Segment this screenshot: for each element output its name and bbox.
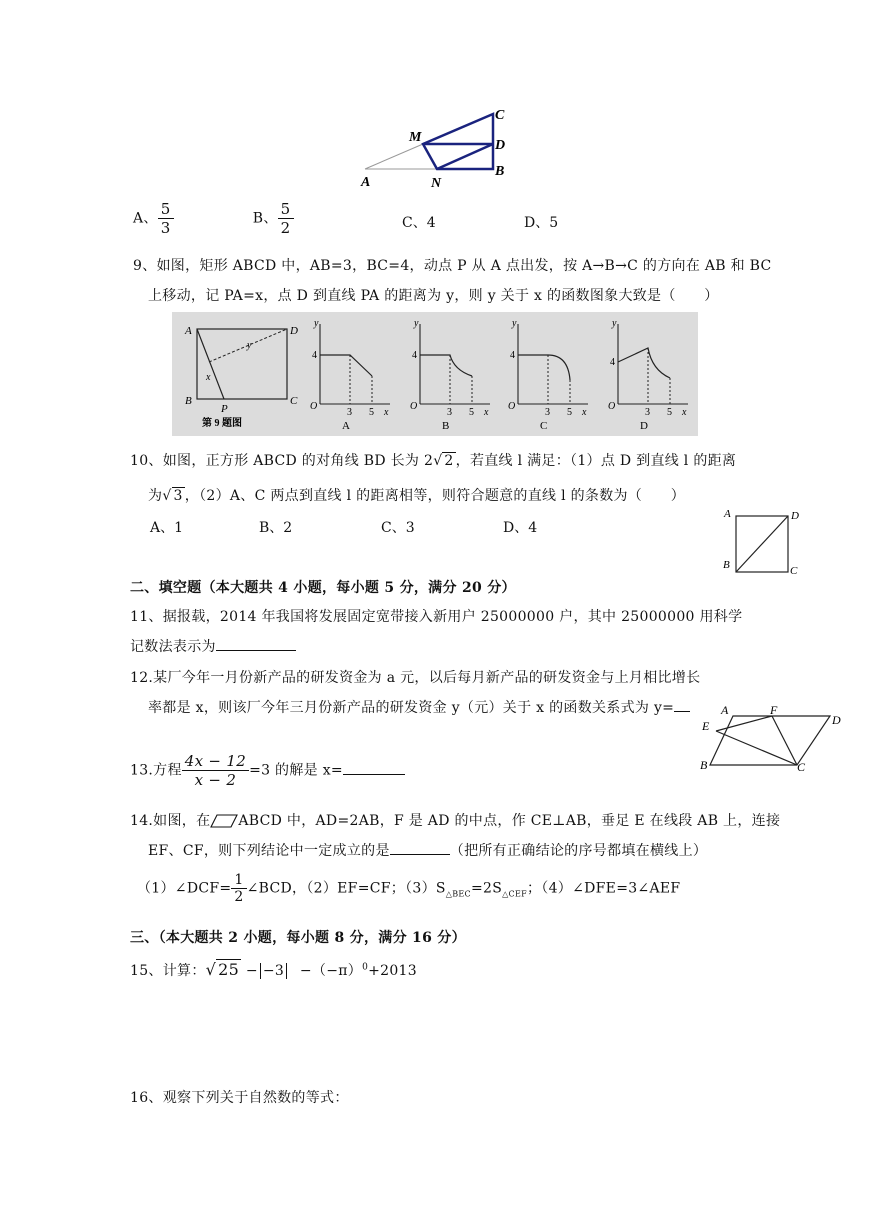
graph-a-tick4: 4 bbox=[312, 350, 317, 361]
q14-conclusions bbox=[137, 872, 680, 905]
q15-line bbox=[130, 959, 417, 980]
figure-q12-14 bbox=[696, 703, 846, 775]
graph-a-origin: O bbox=[310, 401, 318, 412]
q14-line1-a: 14.如图，在 bbox=[130, 813, 211, 829]
q13-prefix: 13.方程 bbox=[130, 762, 182, 779]
q15-exp: 0 bbox=[362, 962, 369, 973]
q14-c2: （2）EF=CF； bbox=[306, 880, 406, 897]
q14-c1-a: （1）∠DCF= bbox=[137, 880, 232, 897]
graph-c-label: C bbox=[540, 420, 548, 432]
q14-c3-c: ； bbox=[526, 880, 542, 897]
q8-option-c: C、4 bbox=[402, 215, 436, 231]
q13-denominator: x − 2 bbox=[194, 771, 237, 789]
fig8-label-m: M bbox=[409, 130, 422, 145]
fig8-label-n: N bbox=[431, 176, 442, 190]
q10-sqrt3-rad: 3 bbox=[173, 488, 183, 504]
fig14-label-f: F bbox=[770, 703, 778, 717]
fig10-label-b: B bbox=[723, 559, 730, 571]
graph-b-origin: O bbox=[410, 401, 418, 412]
figure-q8 bbox=[355, 104, 515, 190]
fig10-label-a: A bbox=[724, 508, 731, 520]
graph-c-tick3: 3 bbox=[545, 407, 550, 418]
graph-d-tick4: 4 bbox=[610, 357, 615, 368]
q10-line1-b: ，若直线 l 满足：（1）点 D 到直线 l 的距离 bbox=[455, 453, 737, 469]
q14-c1-b: ∠BCD， bbox=[246, 880, 307, 897]
q8-option-a-prefix: A、 bbox=[133, 210, 158, 227]
q13-line bbox=[130, 752, 405, 789]
q14-c1-den: 2 bbox=[234, 889, 244, 905]
q15-sqrt25: √ 25 bbox=[205, 960, 240, 979]
q14-answer-blank bbox=[390, 840, 450, 855]
q8-option-b bbox=[253, 200, 383, 237]
q10-sqrt2-rad: 2 bbox=[444, 453, 454, 469]
q14-line2-a: EF、CF，则下列结论中一定成立的是 bbox=[148, 843, 390, 859]
q10-option-b: B、2 bbox=[259, 520, 293, 536]
fig9-rect-a: A bbox=[185, 325, 192, 337]
q9-line1: 9、如图，矩形 ABCD 中，AB=3，BC=4，动点 P 从 A 点出发，按 A→B→C 的方向在 AB 和 BC bbox=[133, 258, 772, 274]
q16-line: 16、观察下列关于自然数的等式： bbox=[130, 1090, 349, 1106]
q14-c1-num: 1 bbox=[231, 872, 246, 889]
fig8-label-b: B bbox=[495, 164, 505, 179]
q11-line1: 11、据报载，2014 年我国将发展固定宽带接入新用户 25000000 户，其中 25000000 用科学 bbox=[130, 609, 743, 625]
q12-answer-blank bbox=[674, 697, 690, 712]
q8-option-b-prefix: B、 bbox=[252, 210, 278, 227]
fig14-label-d: D bbox=[832, 713, 841, 727]
graph-d-tick3: 3 bbox=[645, 407, 650, 418]
fig8-label-a: A bbox=[361, 175, 371, 190]
graph-c-tick5: 5 bbox=[567, 407, 572, 418]
q14-c3-a: （3）S bbox=[405, 880, 446, 897]
graph-d-label: D bbox=[640, 420, 648, 432]
fig8-label-c: C bbox=[495, 108, 505, 123]
q8-a-den: 3 bbox=[160, 219, 171, 237]
q11-line2 bbox=[130, 636, 296, 656]
q12-line2-text: 率都是 x，则该厂今年三月份新产品的研发资金 y（元）关于 x 的函数关系式为 y= bbox=[148, 700, 675, 716]
fig10-label-d: D bbox=[791, 510, 799, 522]
fig9-rect-p: P bbox=[221, 403, 228, 415]
graph-a-axis-y: y bbox=[314, 318, 319, 329]
graph-c-origin: O bbox=[508, 401, 516, 412]
q8-option-d: D、5 bbox=[524, 215, 559, 231]
q8-option-b-frac bbox=[278, 200, 294, 237]
q10-line2-b: ，（2）A、C 两点到直线 l 的距离相等，则符合题意的直线 l 的条数为（ ） bbox=[184, 488, 685, 504]
graph-a-axis-x: x bbox=[384, 407, 389, 418]
q13-suffix: =3 的解是 x= bbox=[249, 762, 343, 779]
fig9-rect-d: D bbox=[290, 325, 298, 337]
q9-line2: 上移动，记 PA=x，点 D 到直线 PA 的距离为 y，则 y 关于 x 的函数图象大致是（ ） bbox=[148, 288, 719, 304]
fig9-rect-x: x bbox=[206, 372, 211, 383]
graph-b-axis-y: y bbox=[414, 318, 419, 329]
fig8-label-d: D bbox=[495, 138, 506, 153]
q10-option-d: D、4 bbox=[503, 520, 538, 536]
q15-abs: −3 bbox=[260, 963, 287, 979]
q8-b-den: 2 bbox=[280, 219, 291, 237]
graph-a-tick3: 3 bbox=[347, 407, 352, 418]
q8-a-num: 5 bbox=[158, 200, 174, 219]
q14-c3-sub2: △CEF bbox=[502, 889, 527, 899]
q14-c4: （4）∠DFE=3∠AEF bbox=[541, 880, 681, 897]
fig10-label-c: C bbox=[790, 565, 798, 577]
graph-b-tick4: 4 bbox=[412, 350, 417, 361]
fig14-label-e: E bbox=[702, 719, 710, 733]
q8-option-a bbox=[133, 200, 248, 237]
graph-b-tick5: 5 bbox=[469, 407, 474, 418]
fig9-rect-y: y bbox=[247, 340, 252, 351]
q15-end: +2013 bbox=[368, 963, 417, 979]
graph-c-axis-y: y bbox=[512, 318, 517, 329]
q8-option-a-frac bbox=[158, 200, 174, 237]
graph-c-tick4: 4 bbox=[510, 350, 515, 361]
fig9-rect-b: B bbox=[185, 395, 192, 407]
q10-line1 bbox=[130, 450, 736, 470]
q14-c3-b: =2S bbox=[470, 880, 503, 897]
q15-sqrt25-rad: 25 bbox=[218, 960, 240, 979]
fig14-label-c: C bbox=[797, 760, 806, 774]
q14-line1-b: ABCD 中，AD=2AB，F 是 AD 的中点，作 CE⊥AB，垂足 E 在线段 AB 上，连接 bbox=[238, 813, 781, 829]
q13-numerator: 4x − 12 bbox=[182, 752, 249, 771]
q10-option-c: C、3 bbox=[381, 520, 415, 536]
q13-fraction bbox=[182, 752, 249, 789]
graph-b-axis-x: x bbox=[484, 407, 489, 418]
section3-title: 三、（本大题共 2 小题，每小题 8 分，满分 16 分） bbox=[130, 930, 466, 946]
q12-line2 bbox=[148, 697, 690, 717]
q15-minus: − bbox=[245, 963, 258, 979]
graph-d-axis-y: y bbox=[612, 318, 617, 329]
q8-b-num: 5 bbox=[278, 200, 294, 219]
graph-a-tick5: 5 bbox=[369, 407, 374, 418]
q10-option-a: A、1 bbox=[150, 520, 184, 536]
fig9-rect-c: C bbox=[290, 395, 298, 407]
q14-c3-sub1: △BEC bbox=[445, 889, 471, 899]
fig14-label-a: A bbox=[721, 703, 729, 717]
q14-line2 bbox=[148, 840, 707, 860]
q10-line1-a: 10、如图，正方形 ABCD 的对角线 BD 长为 2 bbox=[130, 453, 434, 469]
q12-line1: 12.某厂今年一月份新产品的研发资金为 a 元，以后每月新产品的研发资金与上月相比增长 bbox=[130, 670, 701, 686]
section2-title: 二、填空题（本大题共 4 小题，每小题 5 分，满分 20 分） bbox=[130, 580, 516, 596]
figure-q9 bbox=[172, 312, 698, 436]
graph-d-tick5: 5 bbox=[667, 407, 672, 418]
figure-q10 bbox=[720, 506, 810, 578]
q10-line2-a: 为 bbox=[148, 488, 163, 504]
q10-line2 bbox=[148, 485, 685, 505]
q15-prefix: 15、计算： bbox=[130, 963, 206, 979]
q14-c1-frac bbox=[231, 872, 246, 905]
graph-a-label: A bbox=[342, 420, 350, 432]
fig9-caption: 第 9 题图 bbox=[202, 418, 242, 429]
graph-b-tick3: 3 bbox=[447, 407, 452, 418]
graph-d-axis-x: x bbox=[682, 407, 687, 418]
q8-options bbox=[133, 200, 383, 237]
graph-b-label: B bbox=[442, 420, 450, 432]
graph-c-axis-x: x bbox=[582, 407, 587, 418]
fig14-label-b: B bbox=[700, 758, 708, 772]
q10-sqrt2: √ 2 bbox=[433, 453, 454, 469]
graph-d-origin: O bbox=[608, 401, 616, 412]
q11-answer-blank bbox=[216, 636, 296, 651]
q14-line1 bbox=[130, 810, 780, 830]
parallelogram-icon bbox=[210, 814, 238, 828]
q13-answer-blank bbox=[343, 760, 405, 775]
q11-line2-text: 记数法表示为 bbox=[130, 639, 216, 655]
q14-line2-b: （把所有正确结论的序号都填在横线上） bbox=[449, 843, 708, 859]
q15-tail: −（−π） bbox=[299, 963, 363, 979]
q10-sqrt3: √ 3 bbox=[162, 488, 183, 504]
